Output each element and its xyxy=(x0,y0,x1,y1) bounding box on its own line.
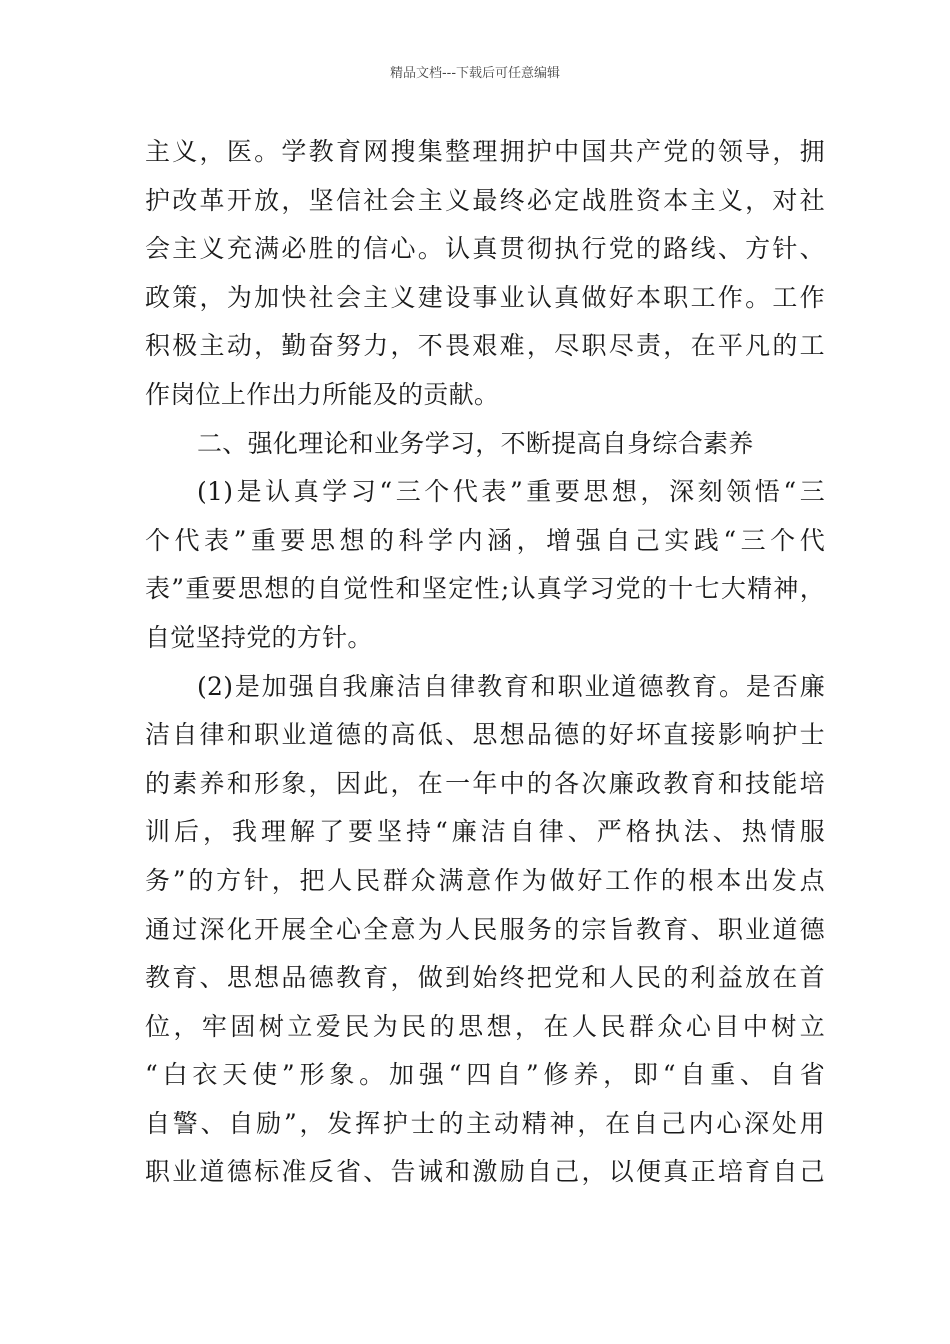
text-line: 作岗位上作出力所能及的贡献。 xyxy=(145,379,500,409)
text-line: 务”的方针，把人民群众满意作为做好工作的根本出发点 xyxy=(145,865,825,895)
section-heading: 二、强化理论和业务学习，不断提高自身综合素养 xyxy=(197,428,754,458)
document-body xyxy=(145,128,825,1197)
text-line: 会主义充满必胜的信心。认真贯彻执行党的路线、方针、 xyxy=(145,234,825,264)
text-line: 自觉坚持党的方针。 xyxy=(145,622,373,652)
text-line: (1)是认真学习“三个代表”重要思想，深刻领悟“三 xyxy=(197,477,825,507)
text-line: (2)是加强自我廉洁自律教育和职业道德教育。是否廉 xyxy=(197,671,825,701)
text-line: 训后，我理解了要坚持“廉洁自律、严格执法、热情服 xyxy=(145,817,825,847)
text-line: 护改革开放，坚信社会主义最终必定战胜资本主义，对社 xyxy=(145,185,825,215)
text-line: 政策，为加快社会主义建设事业认真做好本职工作。工作 xyxy=(145,282,825,312)
text-line: 洁自律和职业道德的高低、思想品德的好坏直接影响护士 xyxy=(145,720,825,750)
text-line: 个代表”重要思想的科学内涵，增强自己实践“三个代 xyxy=(145,525,825,555)
text-line: 职业道德标准反省、告诫和激励自己，以便真正培育自己 xyxy=(145,1157,825,1187)
text-line: 表”重要思想的自觉性和坚定性;认真学习党的十七大精神， xyxy=(145,574,825,604)
text-line: 教育、思想品德教育，做到始终把党和人民的利益放在首 xyxy=(145,963,825,993)
text-line: 通过深化开展全心全意为人民服务的宗旨教育、职业道德 xyxy=(145,914,825,944)
text-line: 主义，医。学教育网搜集整理拥护中国共产党的领导，拥 xyxy=(145,137,825,166)
page-header: 精品文档---下载后可任意编辑 xyxy=(389,66,561,81)
text-line: 自警、自励”，发挥护士的主动精神，在自己内心深处用 xyxy=(145,1108,825,1138)
text-line: 的素养和形象，因此，在一年中的各次廉政教育和技能培 xyxy=(145,768,825,798)
text-line: 位，牢固树立爱民为民的思想，在人民群众心目中树立 xyxy=(145,1011,825,1041)
text-line: 积极主动，勤奋努力，不畏艰难，尽职尽责，在平凡的工 xyxy=(145,331,825,361)
text-line: “白衣天使”形象。加强“四自”修养，即“自重、自省 xyxy=(145,1060,825,1090)
